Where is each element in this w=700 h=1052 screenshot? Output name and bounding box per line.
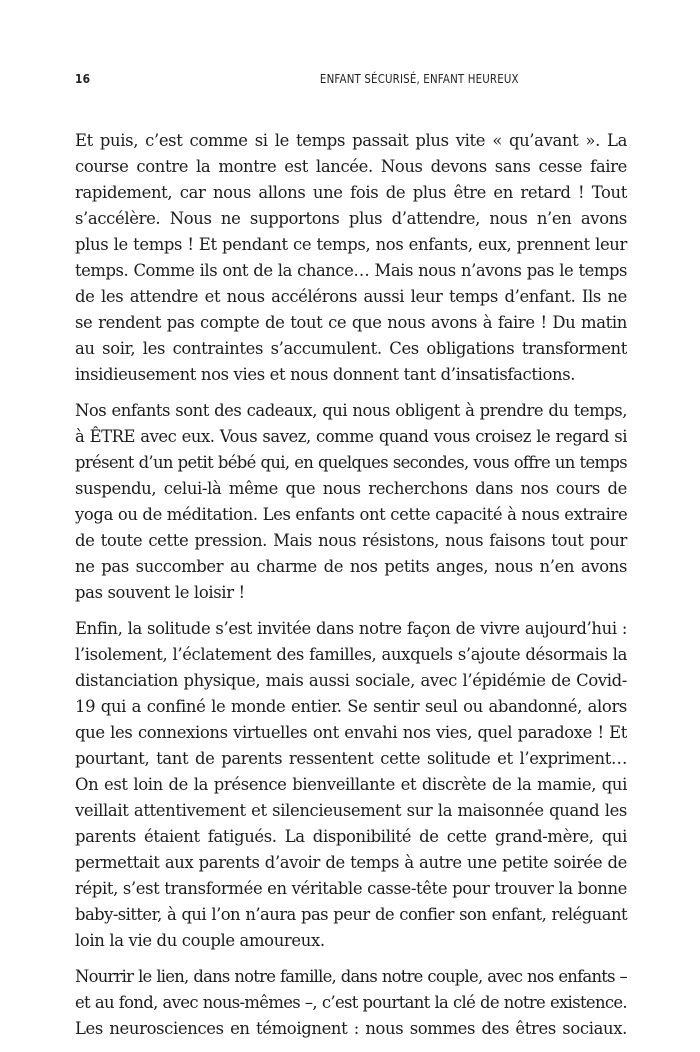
paragraph-2	[75, 398, 627, 606]
running-title: ENFANT SÉCURISÉ, ENFANT HEUREUX	[319, 71, 519, 86]
text-line: et au fond, avec nous-mêmes –, c’est pourtant la clé de notre existence.	[75, 993, 627, 1012]
text-line: pas souvent le loisir !	[75, 583, 245, 602]
text-line: parents étaient fatigués. La disponibilité de cette grand-mère, qui	[75, 827, 627, 846]
text-line: pourtant, tant de parents ressentent cette solitude et l’expriment…	[75, 749, 627, 768]
text-line: s’accélère. Nous ne supportons plus d’attendre, nous n’en avons	[75, 209, 627, 228]
text-line: veillait attentivement et silencieusement sur la maisonnée quand les	[75, 801, 627, 820]
body-text	[75, 128, 627, 1052]
text-line: permettait aux parents d’avoir de temps à autre une petite soirée de	[75, 853, 627, 872]
paragraph-4	[75, 964, 627, 1042]
text-line: répit, s’est transformée en véritable casse-tête pour trouver la bonne	[75, 879, 627, 898]
page-number: 16	[75, 71, 91, 86]
text-line: plus le temps ! Et pendant ce temps, nos enfants, eux, prennent leur	[75, 235, 627, 254]
text-line: Et puis, c’est comme si le temps passait plus vite « qu’avant ». La	[75, 131, 627, 150]
text-line: course contre la montre est lancée. Nous devons sans cesse faire	[75, 157, 627, 176]
text-line: insidieusement nos vies et nous donnent tant d’insatisfactions.	[75, 365, 576, 384]
text-line: yoga ou de méditation. Les enfants ont cette capacité à nous extraire	[75, 505, 628, 524]
text-line: Nourrir le lien, dans notre famille, dans notre couple, avec nos enfants –	[75, 967, 627, 986]
running-head	[75, 71, 627, 91]
text-line: On est loin de la présence bienveillante et discrète de la mamie, qui	[75, 775, 627, 794]
paragraph-1	[75, 128, 627, 388]
text-line: 19 qui a confiné le monde entier. Se sentir seul ou abandonné, alors	[75, 697, 627, 716]
text-line: présent d’un petit bébé qui, en quelques secondes, vous offre un temps	[75, 453, 627, 472]
text-line: ne pas succomber au charme de nos petits anges, nous n’en avons	[75, 557, 627, 576]
text-line: Enfin, la solitude s’est invitée dans notre façon de vivre aujourd’hui :	[75, 619, 627, 638]
text-line: de toute cette pression. Mais nous résistons, nous faisons tout pour	[75, 531, 627, 550]
text-line: de les attendre et nous accélérons aussi leur temps d’enfant. Ils ne	[75, 287, 627, 306]
text-line: Les neurosciences en témoignent : nous sommes des êtres sociaux.	[75, 1019, 627, 1038]
text-line: rapidement, car nous allons une fois de plus être en retard ! Tout	[75, 183, 627, 202]
text-line: à ÊTRE avec eux. Vous savez, comme quand vous croisez le regard si	[75, 427, 627, 446]
text-line: suspendu, celui-là même que nous recherchons dans nos cours de	[75, 479, 627, 498]
text-line: se rendent pas compte de tout ce que nous avons à faire ! Du matin	[75, 313, 627, 332]
text-line: Nos enfants sont des cadeaux, qui nous obligent à prendre du temps,	[75, 401, 627, 420]
text-line: distanciation physique, mais aussi sociale, avec l’épidémie de Covid-	[75, 671, 627, 690]
text-line: temps. Comme ils ont de la chance… Mais nous n’avons pas le temps	[75, 261, 627, 280]
text-line: loin la vie du couple amoureux.	[75, 931, 325, 950]
text-line: l’isolement, l’éclatement des familles, auxquels s’ajoute désormais la	[75, 645, 627, 664]
text-line: que les connexions virtuelles ont envahi nos vies, quel paradoxe ! Et	[75, 723, 627, 742]
paragraph-3	[75, 616, 627, 954]
text-line: baby-sitter, à qui l’on n’aura pas peur de confier son enfant, reléguant	[75, 905, 627, 924]
text-line: au soir, les contraintes s’accumulent. Ces obligations transforment	[75, 339, 627, 358]
